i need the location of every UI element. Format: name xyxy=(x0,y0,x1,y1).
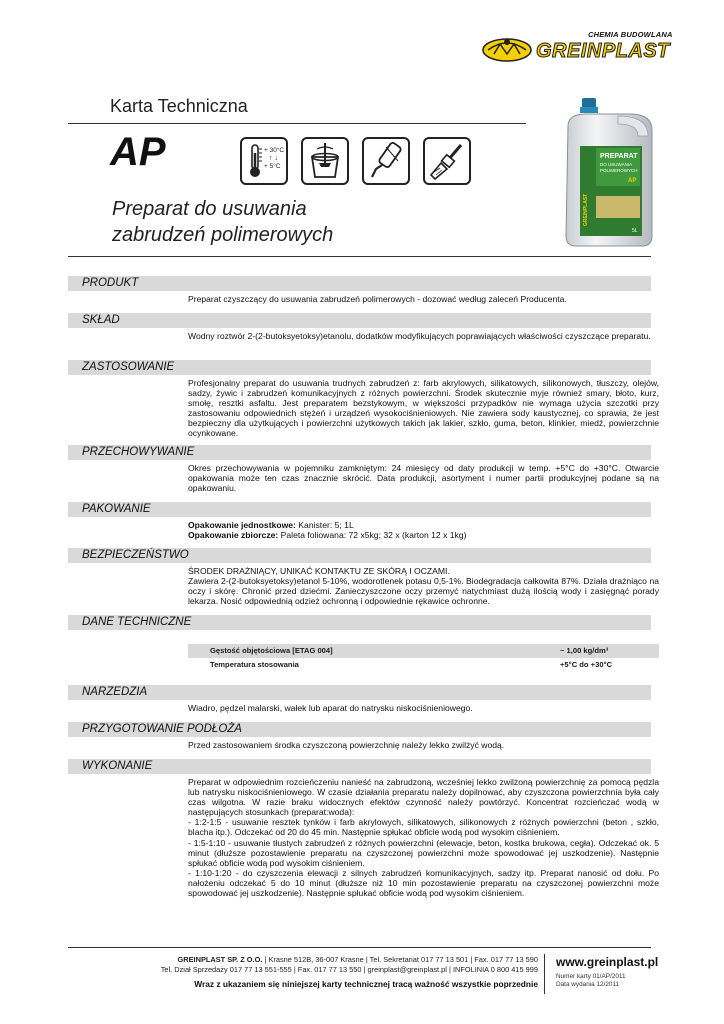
spec-value: ~ 1,00 kg/dm³ xyxy=(560,646,609,655)
mixing-bucket-icon xyxy=(301,137,349,185)
bulk-packaging-value: Paleta foliowana: 72 x5kg; 32 x (karton 12 x 1kg) xyxy=(278,530,467,541)
paint-roller-icon xyxy=(362,137,410,185)
brand-tagline: CHEMIA BUDOWLANA xyxy=(588,30,673,39)
section-header-wykonanie xyxy=(68,759,651,774)
bulk-packaging-label: Opakowanie zbiorcze: xyxy=(188,530,279,541)
section-body-narzedzia xyxy=(188,703,659,713)
section-title: PRZYGOTOWANIE PODŁOŻA xyxy=(82,723,242,735)
brand-name: GREINPLAST xyxy=(536,40,670,62)
section-text: Zawiera 2-(2-butoksyetoksy)etanol 5-10%, wodorotlenek potasu 0,5-1%. Biodegradacja całkowita 87%. Działa drażniąco na oczy i skórę. Chronić przed dziećmi. Zanieczyszczone oczy przemyć natychmiast dużą ilością wody i zasięgnąć porady lekarza. Nosić odpowiednią odzież ochronną i odpowiednie rękawice ochronne. xyxy=(188,576,659,607)
footer-divider xyxy=(68,947,651,948)
svg-text:+ 30°C: + 30°C xyxy=(264,147,285,154)
section-header-narzedzia xyxy=(68,685,651,700)
application-icons xyxy=(240,137,471,185)
spec-label: Temperatura stosowania xyxy=(210,660,299,669)
section-header-przygotowanie xyxy=(68,722,651,737)
subtitle-line-2: zabrudzeń polimerowych xyxy=(112,224,334,246)
section-body-zastosowanie xyxy=(188,378,659,439)
section-body-sklad xyxy=(188,331,659,341)
table-row xyxy=(188,658,659,672)
section-header-zastosowanie xyxy=(68,360,651,375)
section-text: Profesjonalny preparat do usuwania trudnych zabrudzeń z: farb akrylowych, silikatowych, silikonowych, tłuszczy, olejów, sadzy, żywic i zabrudzeń komunikacyjnych z różnych powierzchni. Środek skutecznie myje również smary, błoto, kurz, smołę, resztki asfaltu. Jest preparatem bezstykowym, w większości przypadków nie wymaga użycia szczotki przy zastosowaniu odpowiednich stężeń i urządzeń wysokociśnieniowych. Nie zawiera sody kaustycznej, co sprawia, że jest bezpieczny dla użytkujących i powierzchni użytkowych takich jak lakier, szkło, guma, beton, klinkier, miedź, powierzchnie ocynkowane. xyxy=(188,378,659,439)
greinplast-logo-icon xyxy=(480,34,534,62)
section-title: DANE TECHNICZNE xyxy=(82,616,192,628)
section-body-przechowywanie xyxy=(188,463,659,493)
canister-label-code: AP xyxy=(628,178,637,184)
card-number: Numer karty 01/AP/2011 xyxy=(556,973,626,980)
section-header-produkt xyxy=(68,276,651,291)
product-subtitle xyxy=(112,196,333,248)
unit-packaging-label: Opakowanie jednostkowe: xyxy=(188,520,296,530)
section-header-pakowanie xyxy=(68,502,651,517)
product-canister-image xyxy=(560,96,660,248)
canister-volume: 5L xyxy=(632,228,638,234)
section-header-sklad xyxy=(68,313,651,328)
section-text: Wiadro, pędzel malarski, wałek lub aparat do natrysku niskociśnieniowego. xyxy=(188,703,473,713)
section-body-przygotowanie xyxy=(188,740,659,750)
section-text: - 1:2-1:5 - usuwanie resztek tynków i farb akrylowych, silikatowych, silikonowych z różnych powierzchni (beton , szkło, blacha itp.). Odczekać od 20 do 45 min. Następnie spłukać obficie wodą pod wysokim ciśnieniem. xyxy=(188,817,659,838)
section-text: Przed zastosowaniem środka czyszczoną powierzchnię należy lekko zwilżyć wodą. xyxy=(188,740,505,750)
section-title: PRODUKT xyxy=(82,277,139,289)
footer-address-line1: | Krasne 512B, 36-007 Krasne | Tel. Sekretariat 017 77 13 501 | Fax. 017 77 13 590 xyxy=(262,955,538,964)
section-title: BEZPIECZEŃSTWO xyxy=(82,549,189,561)
table-row xyxy=(188,644,659,658)
section-text: Preparat czyszczący do usuwania zabrudzeń polimerowych - dozować według zaleceń Producenta. xyxy=(188,294,567,304)
section-title: SKŁAD xyxy=(82,314,120,326)
section-title: WYKONANIE xyxy=(82,760,153,772)
section-body-wykonanie xyxy=(188,777,659,898)
section-text: - 1:5-1:10 - usuwanie tłustych zabrudzeń z różnych powierzchni (elewacje, beton, kostka brukowa, cegła). Odczekać ok. 5 minut (dłuższe pozostawienie preparatu na czyszczonej powierzchni może spowodować jej uszkodzenie). Następnie spłukać obficie wodą pod wysokim ciśnieniem. xyxy=(188,837,659,868)
section-body-pakowanie xyxy=(188,520,659,540)
section-body-produkt xyxy=(188,294,659,304)
safety-warning: ŚRODEK DRAŻNIĄCY, UNIKAĆ KONTAKTU ZE SKÓRĄ I OCZAMI. xyxy=(188,566,450,576)
section-text: Preparat w odpowiednim rozcieńczeniu nanieść na zabrudzoną, wcześniej lekko zwilżoną powierzchnię za pomocą pędzla lub natrysku niskociśnieniowego. W czasie działania preparatu należy dopilnować, aby czyszczona powierzchnia była cały czas wilgotna. W razie braku widocznych efektów czynność należy powtórzyć. Koncentrat rozcieńczać wodą w następujących stosunkach (preparat:woda): xyxy=(188,777,659,818)
subtitle-line-1: Preparat do usuwania xyxy=(112,198,307,220)
footer-validity-note: Wraz z ukazaniem się niniejszej karty technicznej tracą ważność wszystkie poprzednie xyxy=(194,979,538,989)
canister-label-line2: DO USUWANIA xyxy=(600,162,633,167)
header-divider xyxy=(68,123,526,124)
canister-side-brand: GREINPLAST xyxy=(583,193,589,226)
section-title: PAKOWANIE xyxy=(82,503,151,515)
svg-text:+ 5°C: + 5°C xyxy=(264,163,281,170)
spec-value: +5°C do +30°C xyxy=(560,660,613,669)
footer-company: GREINPLAST SP. Z O.O. xyxy=(177,955,263,964)
footer-meta xyxy=(556,973,626,989)
section-text: Okres przechowywania w pojemniku zamkniętym: 24 miesięcy od daty produkcji w temp. +5°C do +30°C. Otwarcie opakowania może ten czas znacznie skrócić. Data produkcji, asortyment i numer partii produkcyjnej podane są na opakowaniu. xyxy=(188,463,659,494)
section-title: NARZEDZIA xyxy=(82,686,148,698)
footer-address-line2: Tel. Dział Sprzedaży 017 77 13 551-555 | Fax. 017 77 13 550 | greinplast@greinplast.pl | INFOLINIA 0 800 415 999 xyxy=(160,965,538,974)
canister-label-line1: PREPARAT xyxy=(600,153,638,160)
canister-label-line3: POLIMEROWYCH xyxy=(600,168,638,173)
document-type: Karta Techniczna xyxy=(110,96,248,116)
thermometer-icon xyxy=(240,137,288,185)
section-text: - 1:10-1:20 - do czyszczenia elewacji z silnych zabrudzeń komunikacyjnych, sadzy itp. Preparat nanosić od dołu. Po nałożeniu odczekać 5 do 10 minut (dłuższe niż 10 min pozostawienie preparatu na czyszczonej powierzchni może spowodować jej uszkodzenie). Następnie spłukać obficie wodą pod wysokim ciśnieniem. xyxy=(188,867,659,899)
footer-website: www.greinplast.pl xyxy=(556,955,659,969)
section-body-bezpieczenstwo xyxy=(188,566,659,606)
section-title: PRZECHOWYWANIE xyxy=(82,446,195,458)
section-header-bezpieczenstwo xyxy=(68,548,651,563)
paint-brush-icon xyxy=(423,137,471,185)
section-text: Wodny roztwór 2-(2-butoksyetoksy)etanolu, dodatków modyfikujących poprawiających właściwości czyszczące preparatu. xyxy=(188,331,651,341)
section-title: ZASTOSOWANIE xyxy=(82,361,175,373)
technical-data-table xyxy=(188,644,659,672)
header-bottom-divider xyxy=(68,256,651,257)
section-header-dane-techniczne xyxy=(68,615,651,630)
section-header-przechowywanie xyxy=(68,445,651,460)
footer-address xyxy=(68,955,538,975)
issue-date: Data wydania 12/2011 xyxy=(556,981,620,988)
footer-vertical-divider xyxy=(544,954,545,994)
svg-text:↑ ↓: ↑ ↓ xyxy=(269,155,278,162)
spec-label: Gęstość objętościowa [ETAG 004] xyxy=(210,646,333,655)
product-code: AP xyxy=(110,130,166,174)
unit-packaging-value: Kanister: 5; 1L xyxy=(295,520,354,530)
